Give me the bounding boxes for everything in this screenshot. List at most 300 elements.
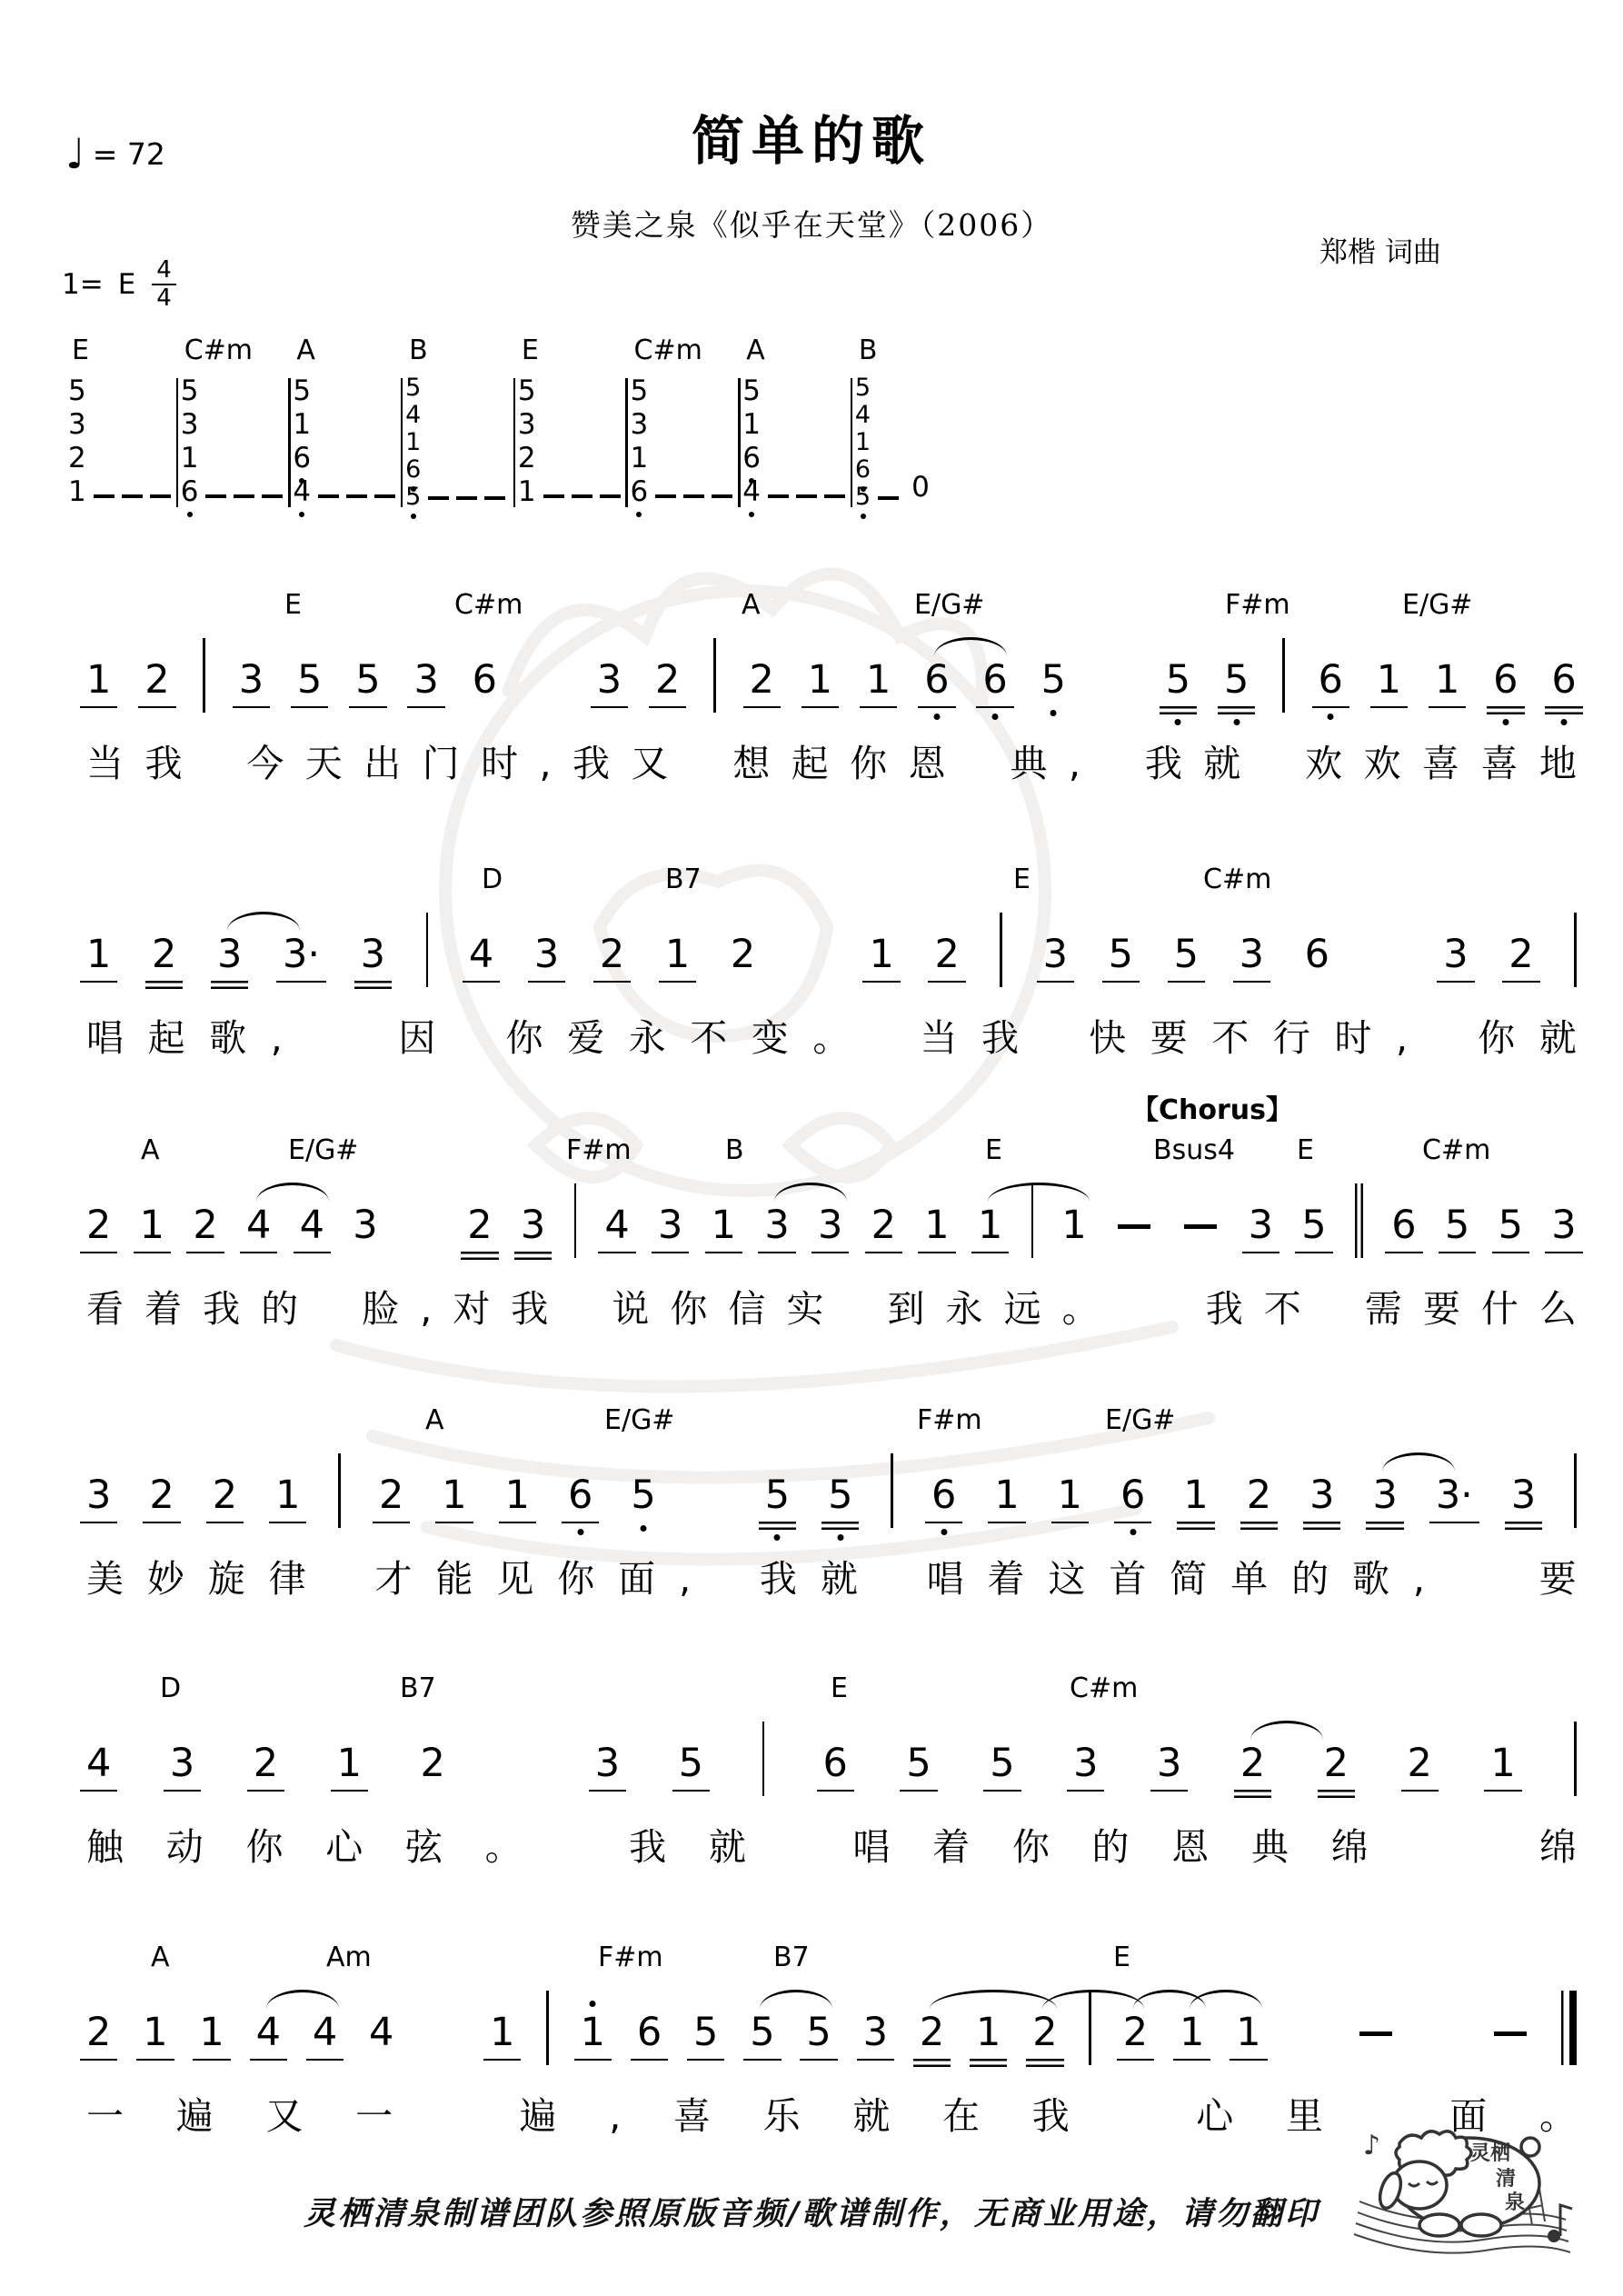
note-token: 6 xyxy=(1304,932,1329,977)
note-token: 6 xyxy=(822,1741,848,1786)
stack-note: 3 xyxy=(517,408,536,441)
note-token: 3 xyxy=(1510,1472,1537,1518)
lyric-syllable: 简 xyxy=(1170,1557,1208,1601)
note-token: 6 xyxy=(982,661,1007,700)
note-token: 5 xyxy=(1224,661,1249,700)
lyric-syllable: , xyxy=(609,2094,622,2138)
lyric-syllable: 永 xyxy=(628,1016,666,1060)
beat-gap xyxy=(1370,973,1403,974)
lyric-syllable: 出 xyxy=(363,742,402,785)
chord-label: E/G# xyxy=(914,589,985,621)
note-token: 2 xyxy=(378,1472,404,1518)
notes-row xyxy=(86,1992,1577,2055)
beat-gap xyxy=(425,2051,458,2052)
chord-row xyxy=(86,1134,1577,1173)
low-octave-dot xyxy=(1233,719,1240,725)
slur-arc xyxy=(1382,1452,1455,1472)
stack-note: 5 xyxy=(180,374,199,407)
lyric-syllable: , xyxy=(679,1557,692,1601)
note-token: 1 xyxy=(1180,2013,1204,2052)
notes-row xyxy=(86,914,1577,977)
lyric-syllable: 起 xyxy=(147,1016,185,1060)
stack-note: 1 xyxy=(68,475,86,508)
notes-row xyxy=(86,1185,1577,1248)
double-barline xyxy=(1355,1183,1363,1258)
lyric-space xyxy=(789,1825,811,1870)
note-token: 3 xyxy=(817,1203,843,1248)
chord-tone-stack xyxy=(518,374,536,509)
stack-note: 4 xyxy=(405,401,422,429)
stack-note: 5 xyxy=(854,374,871,402)
lyric-syllable: 触 xyxy=(86,1825,124,1869)
lyric-syllable: 歌 xyxy=(209,1016,247,1060)
note-token: 3 xyxy=(169,1741,195,1786)
duration-dash xyxy=(262,494,283,498)
logo-note-icon: ♪ xyxy=(1363,2130,1381,2161)
note-token: 2 xyxy=(1123,2013,1148,2052)
lyric-space xyxy=(714,1557,736,1602)
lyric-syllable: 天 xyxy=(304,742,343,785)
barline xyxy=(1282,638,1285,713)
slur-arc xyxy=(930,1990,1057,2009)
lyric-syllable: 面 xyxy=(618,1557,656,1601)
lyric-syllable: 着 xyxy=(144,1287,183,1331)
note-token: 1 xyxy=(581,2013,605,2052)
stack-note: 6 xyxy=(631,475,649,509)
music-system xyxy=(86,1404,1577,1602)
lyric-space xyxy=(1432,1016,1454,1061)
lyric-syllable: 妙 xyxy=(146,1557,184,1601)
note-token: 1 xyxy=(994,1472,1020,1518)
duration-dash xyxy=(1115,1224,1153,1229)
duration-dash xyxy=(543,494,564,498)
lyric-space xyxy=(460,1016,482,1061)
barline xyxy=(203,638,205,713)
note-token: 2 xyxy=(871,1203,896,1248)
music-system xyxy=(86,1942,1577,2139)
lyric-syllable: 见 xyxy=(496,1557,534,1601)
stack-note: 5 xyxy=(68,374,86,407)
barline xyxy=(1574,1453,1577,1528)
duration-dash xyxy=(824,494,845,498)
lyric-space xyxy=(881,1557,903,1602)
slur-arc xyxy=(266,1990,339,2009)
low-octave-dot xyxy=(1130,1529,1136,1535)
lyric-syllable: 这 xyxy=(1048,1557,1086,1601)
lyric-syllable: 要 xyxy=(1538,1557,1577,1601)
note-token: 1 xyxy=(865,657,891,703)
intro-measure-body xyxy=(405,374,513,511)
duration-dash xyxy=(374,494,395,498)
note-token: 1 xyxy=(490,2010,515,2055)
chord-label: C#m xyxy=(1422,1134,1491,1166)
music-system xyxy=(86,1672,1577,1870)
lyric-syllable: , xyxy=(1412,1557,1425,1601)
barline xyxy=(851,378,853,507)
key-letter: E xyxy=(117,268,136,302)
note-token: 3 xyxy=(764,1206,789,1245)
chord-label: B7 xyxy=(773,1942,810,1973)
lyric-syllable: 歌 xyxy=(1351,1557,1389,1601)
lyric-syllable: 美 xyxy=(86,1557,124,1601)
chord-label: F#m xyxy=(917,1404,982,1436)
intro-measure xyxy=(181,334,289,511)
lyric-syllable: 。 xyxy=(812,1016,851,1060)
lyric-space xyxy=(319,1287,341,1332)
lyric-syllable: 喜 xyxy=(1422,742,1460,785)
chord-label: E xyxy=(1013,863,1031,895)
stack-note: 1 xyxy=(742,408,761,441)
intro-measure xyxy=(293,334,401,511)
low-octave-dot xyxy=(1502,719,1508,725)
note-token: 6 xyxy=(472,657,498,703)
intro-measure-body xyxy=(631,374,739,509)
barline xyxy=(426,913,429,987)
barline xyxy=(891,1453,893,1528)
chord-tone-stack xyxy=(405,374,421,511)
lyric-syllable: 变 xyxy=(751,1016,789,1060)
lyric-space xyxy=(204,742,225,786)
lyric-syllable: 唱 xyxy=(926,1557,964,1601)
duration-dashes xyxy=(94,494,178,498)
lyric-syllable: 不 xyxy=(690,1016,728,1060)
slur-arc xyxy=(934,637,1007,656)
lyric-space xyxy=(569,1287,591,1332)
lyric-syllable: 动 xyxy=(165,1825,204,1869)
note-token: 1 xyxy=(86,932,112,977)
note-token: 4 xyxy=(369,2010,394,2055)
note-token: 3 xyxy=(1073,1741,1099,1786)
note-token: 3 xyxy=(520,1203,546,1248)
duration-dash xyxy=(768,494,789,498)
lyric-syllable: 么 xyxy=(1538,1287,1577,1331)
note-token: 5 xyxy=(806,2010,831,2055)
lyric-syllable: 因 xyxy=(398,1016,436,1060)
duration-dash xyxy=(94,494,115,498)
stack-note: 5 xyxy=(405,374,422,402)
lyric-syllable: 说 xyxy=(612,1287,650,1331)
barline xyxy=(738,378,741,507)
lyric-syllable: 遍 xyxy=(519,2094,557,2138)
chord-tone-stack xyxy=(631,374,649,509)
intro-measure xyxy=(631,334,739,511)
lyric-syllable: 我 xyxy=(981,1016,1020,1060)
note-token: 2 xyxy=(749,657,774,703)
stack-note: 5 xyxy=(293,374,312,407)
note-token: 1 xyxy=(807,657,833,703)
note-token: 1 xyxy=(1376,657,1402,703)
low-octave-dot xyxy=(933,714,940,720)
barline xyxy=(401,378,403,507)
intro-chord-line xyxy=(68,334,963,511)
note-token: 3 xyxy=(86,1472,112,1518)
lyric-syllable: 门 xyxy=(422,742,460,785)
low-octave-dot xyxy=(577,1529,583,1535)
low-octave-dot xyxy=(1561,719,1568,725)
lyrics-row xyxy=(86,1287,1577,1332)
duration-dash xyxy=(318,494,339,498)
stack-note: 5 xyxy=(517,374,536,407)
lyric-syllable: 典 xyxy=(1010,742,1048,785)
note-token: 2 xyxy=(86,2010,112,2055)
intro-measure-body xyxy=(742,374,851,509)
note-token: 5 xyxy=(828,1476,852,1515)
lyric-syllable: , xyxy=(270,1016,283,1060)
lyric-space xyxy=(564,1825,586,1870)
lyric-syllable: 爱 xyxy=(567,1016,605,1060)
chord-label: E xyxy=(1297,1134,1314,1166)
intro-measure-body xyxy=(68,374,176,509)
barline xyxy=(338,1453,341,1528)
chord-label: E xyxy=(284,589,302,621)
note-token: 6 xyxy=(1493,661,1518,700)
note-token: 5 xyxy=(1444,1203,1470,1248)
duration-dashes xyxy=(543,494,628,498)
lyric-syllable: 看 xyxy=(86,1287,124,1331)
meter-denominator: 4 xyxy=(156,285,172,313)
stack-note: 1 xyxy=(180,442,199,474)
lyric-syllable: 唱 xyxy=(852,1825,891,1869)
note-token: 3 xyxy=(217,935,242,974)
intro-measure-body xyxy=(518,374,626,509)
note-token: 4 xyxy=(312,2010,338,2055)
lyric-syllable: 面 xyxy=(1449,2094,1488,2138)
notes-row xyxy=(86,1455,1577,1518)
note-token: 3 xyxy=(1551,1203,1577,1248)
lyric-space xyxy=(1120,1287,1142,1332)
lyric-syllable: 遍 xyxy=(175,2094,214,2138)
low-octave-dot xyxy=(774,1534,781,1541)
chord-label: B xyxy=(725,1134,744,1166)
note-token: 5 xyxy=(693,2010,719,2055)
rest-note: 0 xyxy=(911,471,930,504)
intro-measure-body xyxy=(293,374,401,509)
stack-note: 4 xyxy=(742,475,761,509)
lyric-syllable: 恩 xyxy=(1171,1825,1210,1869)
beat-gap xyxy=(1427,2051,1459,2052)
lyric-syllable: 绵 xyxy=(1330,1825,1369,1869)
lyric-syllable: 你 xyxy=(245,1825,284,1869)
lyric-space xyxy=(1163,1287,1185,1332)
slur-arc xyxy=(988,1183,1090,1202)
music-system xyxy=(86,863,1577,1061)
lyric-syllable: 脸 xyxy=(362,1287,400,1331)
note-token: 1 xyxy=(86,657,112,703)
note-token: 2 xyxy=(1508,932,1534,977)
duration-dash xyxy=(712,494,732,498)
duration-dash xyxy=(484,496,505,500)
lyric-space xyxy=(1121,2094,1143,2139)
note-token: 3 xyxy=(360,932,386,977)
beat-gap xyxy=(1292,2051,1325,2052)
lyric-space xyxy=(445,2094,467,2139)
lyric-syllable: 旋 xyxy=(207,1557,245,1601)
lyric-syllable: 律 xyxy=(268,1557,306,1601)
low-octave-dot xyxy=(187,512,193,517)
chord-label: Bsus4 xyxy=(1153,1134,1235,1166)
lyric-syllable: 。 xyxy=(1539,2094,1577,2138)
duration-dash xyxy=(572,494,592,498)
lyric-syllable: 快 xyxy=(1089,1016,1127,1060)
chord-label: E/G# xyxy=(1402,589,1473,621)
note-token: 2 xyxy=(149,1472,174,1518)
slur-arc xyxy=(1190,1990,1262,2009)
lyric-syllable: 就 xyxy=(1538,1016,1577,1060)
barline xyxy=(574,1183,577,1258)
note-token: 1 xyxy=(1490,1741,1516,1786)
note-token: 3 xyxy=(594,1741,621,1786)
barline xyxy=(288,378,291,507)
note-token: 4 xyxy=(604,1203,630,1248)
beat-gap xyxy=(531,699,563,700)
slur-arc xyxy=(256,1183,329,1202)
low-octave-dot xyxy=(749,512,754,517)
chord-label: F#m xyxy=(566,1134,632,1166)
chord-row xyxy=(86,1672,1577,1711)
chord-label: C#m xyxy=(1203,863,1272,895)
lyrics-row xyxy=(86,742,1577,786)
stack-note: 5 xyxy=(630,374,649,407)
lyric-syllable: 我 xyxy=(144,742,183,785)
note-token: 4 xyxy=(299,1203,324,1248)
lyric-syllable: 不 xyxy=(1211,1016,1250,1060)
chord-label: E xyxy=(521,334,539,366)
chord-row xyxy=(86,863,1577,902)
stack-note: 6 xyxy=(293,442,311,475)
barline xyxy=(762,1722,765,1796)
lyric-syllable: 要 xyxy=(1422,1287,1460,1331)
note-token: 5 xyxy=(765,1476,790,1515)
lyric-syllable: 当 xyxy=(920,1016,958,1060)
chord-label: F#m xyxy=(598,1942,663,1973)
lyric-syllable: 唱 xyxy=(86,1016,124,1060)
chord-tone-stack xyxy=(181,374,199,509)
note-token: 5 xyxy=(1173,932,1199,977)
note-token: 3 xyxy=(596,657,622,703)
note-token: 1 xyxy=(976,2010,1001,2055)
time-signature xyxy=(152,258,176,312)
note-token: 1 xyxy=(1057,1472,1083,1518)
lyric-syllable: 我 xyxy=(1031,2094,1070,2138)
note-token: 4 xyxy=(246,1206,271,1245)
music-system xyxy=(86,1134,1577,1332)
note-token: 1 xyxy=(336,1741,362,1786)
note-token: 5 xyxy=(297,657,323,703)
chord-label: B7 xyxy=(665,863,702,895)
lyric-syllable: 信 xyxy=(728,1287,766,1331)
lyric-space xyxy=(1494,1557,1516,1602)
low-octave-dot xyxy=(837,1534,843,1541)
lyrics-row xyxy=(86,1825,1577,1870)
meter-numerator: 4 xyxy=(152,258,176,285)
slur-arc xyxy=(1250,1721,1323,1740)
lyric-syllable: 到 xyxy=(887,1287,925,1331)
composer-credit: 郑楷 词曲 xyxy=(1319,236,1441,269)
stack-note: 4 xyxy=(293,475,311,509)
lyric-syllable: , xyxy=(1068,742,1080,785)
note-token: 2 xyxy=(1246,1472,1272,1518)
note-token: 3 xyxy=(862,2010,888,2055)
barline xyxy=(1000,913,1002,987)
beat-gap xyxy=(406,1244,439,1245)
chord-label: D xyxy=(482,863,503,895)
note-token: 1 xyxy=(139,1203,165,1248)
duration-dash xyxy=(456,496,477,500)
intro-measure-body xyxy=(181,374,289,509)
note-token: 1 xyxy=(1061,1203,1087,1248)
lyric-space xyxy=(306,1016,328,1061)
lyric-syllable: 里 xyxy=(1285,2094,1323,2138)
lyrics-row xyxy=(86,1016,1577,1061)
duration-dash xyxy=(428,496,449,500)
lyric-syllable: 我 xyxy=(203,1287,241,1331)
lyric-syllable: 行 xyxy=(1272,1016,1310,1060)
stack-note: 6 xyxy=(181,475,199,509)
low-octave-dot xyxy=(861,514,866,519)
note-token: 2 xyxy=(86,1203,112,1248)
lyric-space xyxy=(844,1287,866,1332)
music-system xyxy=(86,589,1577,786)
lyric-syllable: 一 xyxy=(355,2094,393,2138)
duration-dash xyxy=(683,494,704,498)
note-token: 2 xyxy=(1407,1741,1432,1786)
note-token: 3· xyxy=(1435,1472,1473,1518)
low-octave-dot xyxy=(641,1525,647,1532)
high-octave-dot xyxy=(590,2001,596,2007)
stack-note: 1 xyxy=(293,408,312,441)
lyric-syllable: 在 xyxy=(942,2094,981,2138)
lyric-syllable: 永 xyxy=(945,1287,983,1331)
duration-dash xyxy=(122,494,143,498)
lyric-syllable: 着 xyxy=(932,1825,971,1869)
duration-dashes xyxy=(878,471,930,504)
note-token: 3 xyxy=(1248,1203,1273,1248)
barline xyxy=(176,378,179,507)
lyric-syllable: 你 xyxy=(505,1016,543,1060)
chord-label: E/G# xyxy=(288,1134,359,1166)
stack-note: 6 xyxy=(742,442,761,475)
lyric-syllable: 什 xyxy=(1480,1287,1518,1331)
note-token: 5 xyxy=(1498,1203,1523,1248)
chord-label: A xyxy=(425,1404,444,1436)
duration-dash xyxy=(600,494,621,498)
note-token: 5 xyxy=(750,2013,774,2052)
lyric-syllable: 喜 xyxy=(1480,742,1518,785)
chord-label: Am xyxy=(326,1942,372,1973)
chord-label: E/G# xyxy=(604,1404,675,1436)
note-token: 2 xyxy=(654,657,681,703)
note-token: 1 xyxy=(1183,1472,1209,1518)
note-token: 6 xyxy=(1551,661,1576,700)
low-octave-dot xyxy=(411,514,416,519)
lyric-syllable: 就 xyxy=(852,2094,891,2138)
note-token: 1 xyxy=(924,1203,950,1248)
lyric-syllable: 需 xyxy=(1364,1287,1402,1331)
chord-label: C#m xyxy=(184,334,254,366)
note-token: 4 xyxy=(256,2013,281,2052)
note-token: 2 xyxy=(193,1203,218,1248)
note-token: 3· xyxy=(283,932,321,977)
stack-note: 2 xyxy=(68,442,86,474)
chord-label: B xyxy=(409,334,428,366)
note-token: 3 xyxy=(1372,1476,1397,1515)
chord-label: D xyxy=(160,1672,182,1704)
stack-note: 5 xyxy=(742,374,761,407)
beat-gap xyxy=(796,973,829,974)
duration-dash xyxy=(150,494,171,498)
note-token: 2 xyxy=(599,932,625,977)
low-octave-dot xyxy=(992,714,999,720)
